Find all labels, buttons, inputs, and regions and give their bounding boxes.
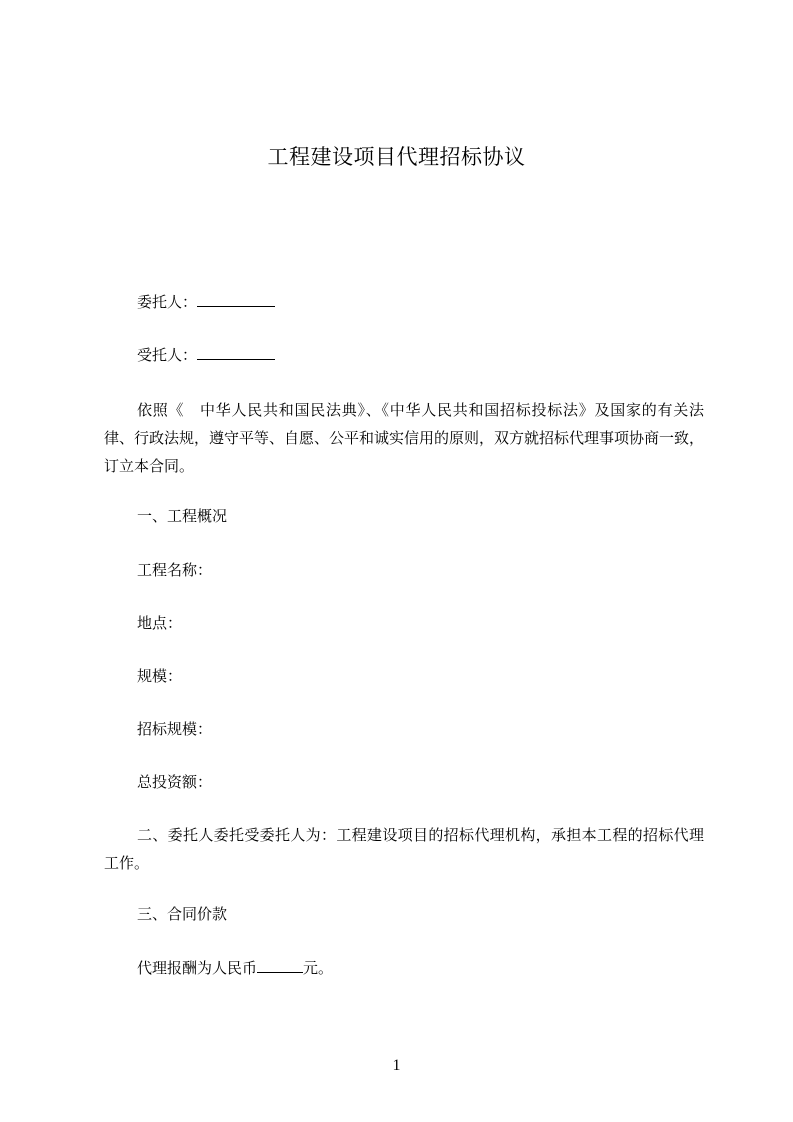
project-name-label: 工程名称：: [137, 561, 213, 579]
agent-line: [137, 345, 275, 365]
principal-blank: [197, 292, 275, 307]
fee-blank: [257, 958, 303, 973]
location-label: 地点：: [137, 614, 183, 632]
fee-line: [137, 958, 333, 978]
section1-heading: 一、工程概况: [137, 507, 228, 525]
intro-text: 依照《 中华人民共和国民法典》、《中华人民共和国招标投标法》及国家的有关法律、行政法规，遵守平等、自愿、公平和诚实信用的原则，双方就招标代理事项协商一致，订立本合同。: [104, 401, 705, 475]
principal-line: [137, 292, 275, 312]
bidding-scale-label: 招标规模：: [137, 720, 213, 738]
principal-label: 委托人：: [137, 293, 198, 311]
fee-prefix: 代理报酬为人民币: [137, 959, 258, 977]
section2-text: 二、委托人委托受委托人为：工程建设项目的招标代理机构，承担本工程的招标代理工作。: [104, 826, 704, 872]
scale-label: 规模：: [137, 667, 183, 685]
section3-heading: 三、合同价款: [137, 905, 228, 923]
document-title: 工程建设项目代理招标协议: [267, 145, 526, 169]
intro-paragraph: [104, 396, 704, 480]
fee-suffix: 元。: [303, 959, 334, 977]
section2-paragraph: [104, 821, 704, 877]
page-number: 1: [392, 1057, 401, 1074]
agent-blank: [197, 345, 275, 360]
agent-label: 受托人：: [137, 346, 198, 364]
total-investment-label: 总投资额：: [137, 773, 213, 791]
